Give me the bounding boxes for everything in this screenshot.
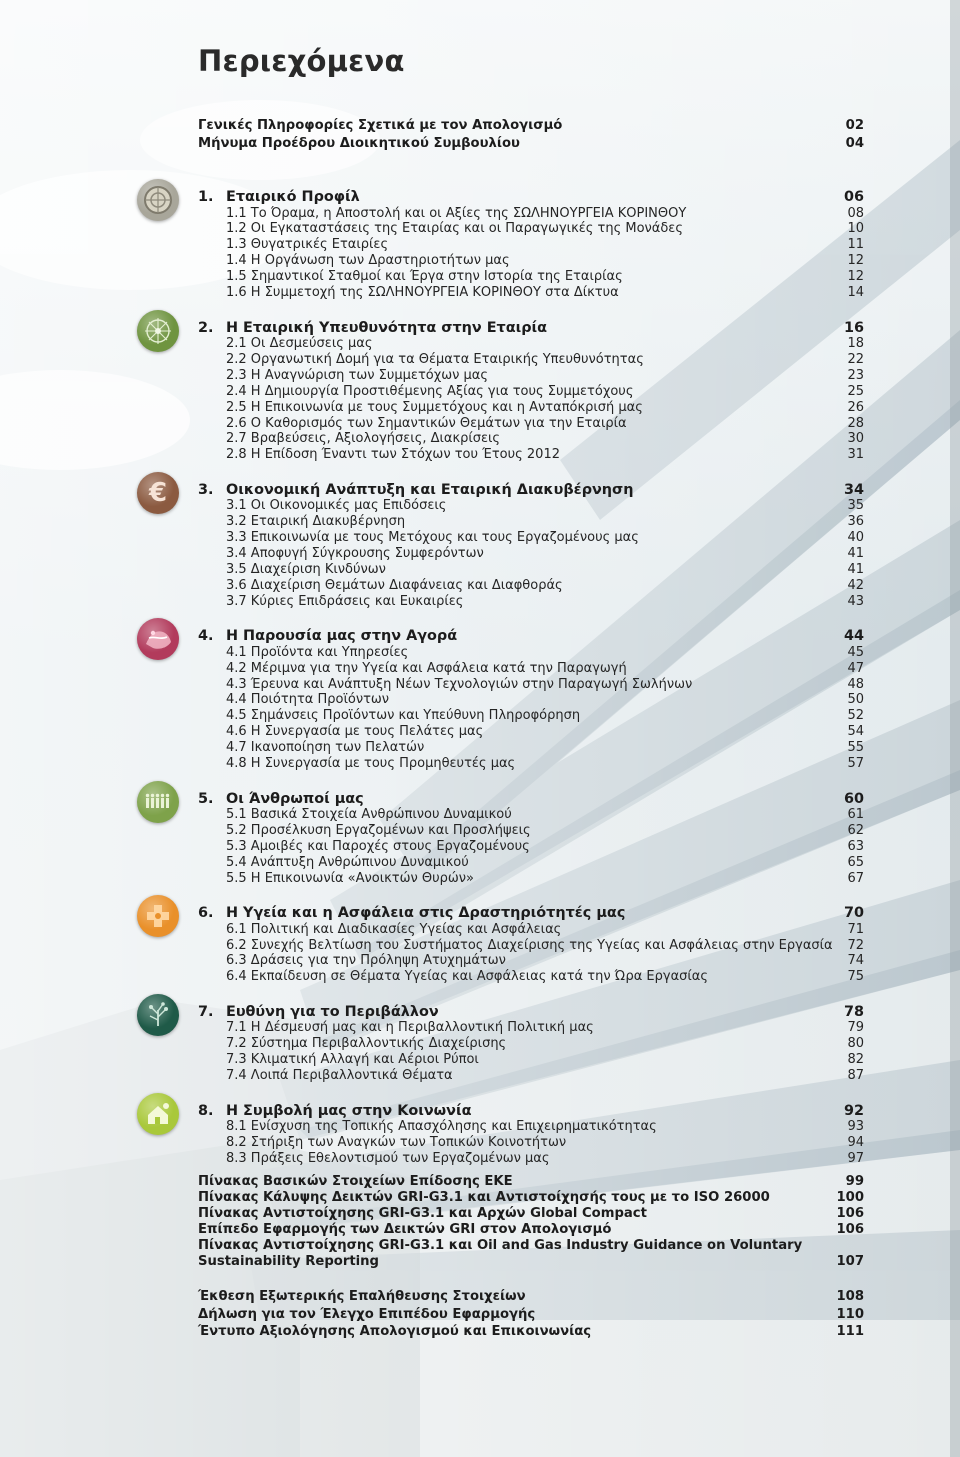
subsection-entry[interactable]: [226, 562, 864, 578]
page-number: 99: [845, 1174, 864, 1189]
entry-title: Γενικές Πληροφορίες Σχετικά με τον Απολογισμό: [198, 118, 563, 133]
page-number: 12: [847, 269, 864, 285]
page-number: 60: [843, 790, 864, 807]
page-number: 110: [836, 1306, 864, 1322]
page-number: 78: [843, 1003, 864, 1020]
page-number: 50: [847, 692, 864, 708]
subsection-entry[interactable]: [226, 938, 864, 954]
entry-title: 8.1 Ενίσχυση της Τοπικής Απασχόλησης και Επιχειρηματικότητας: [226, 1119, 657, 1134]
euro-icon: [137, 472, 179, 514]
page-number: 18: [847, 336, 864, 351]
entry-title: 8.2 Στήριξη των Αναγκών των Τοπικών Κοινοτήτων: [226, 1134, 567, 1150]
page-number: 100: [836, 1190, 864, 1206]
entry-title: 3.4 Αποφυγή Σύγκρουσης Συμφερόντων: [226, 546, 484, 561]
subsection-entry[interactable]: [226, 206, 864, 222]
entry-title: Πίνακας Κάλυψης Δεικτών GRI-G3.1 και Αντιστοίχησής τους με το ISO 26000: [198, 1190, 770, 1206]
icon-art: [137, 310, 179, 352]
entry-title: Οι Άνθρωποί μας: [226, 790, 364, 807]
section-heading-2[interactable]: [198, 319, 864, 337]
page-number: 45: [847, 644, 864, 660]
entry-title: 3.6 Διαχείριση Θεμάτων Διαφάνειας και Διαφθοράς: [226, 577, 563, 593]
page-number: 41: [847, 561, 864, 577]
entry-title: 1.4 Η Οργάνωση των Δραστηριοτήτων μας: [226, 253, 510, 269]
section-heading-1[interactable]: [198, 188, 864, 206]
page-number: 06: [843, 189, 864, 205]
subsection-entry[interactable]: [226, 578, 864, 594]
icon-art: [137, 994, 179, 1036]
subsection-entry[interactable]: [226, 221, 864, 237]
entry-title: 2.7 Βραβεύσεις, Αξιολογήσεις, Διακρίσεις: [226, 431, 501, 447]
closing-entry[interactable]: [198, 1307, 864, 1323]
appendix-entry[interactable]: [198, 1174, 864, 1190]
entry-title: Ευθύνη για το Περιβάλλον: [226, 1003, 439, 1020]
section-number: 2.: [198, 319, 214, 336]
appendix-entry[interactable]: [198, 1206, 864, 1222]
subsection-entry[interactable]: [226, 384, 864, 400]
page-number: 23: [847, 367, 864, 383]
subsection-entry[interactable]: [226, 352, 864, 368]
entry-title: Έκθεση Εξωτερικής Επαλήθευσης Στοιχείων: [198, 1289, 526, 1304]
entry-title: 1.2 Οι Εγκαταστάσεις της Εταιρίας και οι Παραγωγικές της Μονάδες: [226, 221, 683, 237]
section-number: 3.: [198, 481, 214, 498]
page-number: 61: [847, 807, 864, 822]
entry-title: Μήνυμα Προέδρου Διοικητικού Συμβουλίου: [198, 135, 520, 151]
subsection-entry[interactable]: [226, 661, 864, 677]
page-number: 63: [847, 838, 864, 854]
entry-title: 7.3 Κλιματική Αλλαγή και Αέριοι Ρύποι: [226, 1052, 479, 1068]
entry-title: 6.4 Εκπαίδευση σε Θέματα Υγείας και Ασφάλειας κατά την Ώρα Εργασίας: [226, 969, 708, 985]
subsection-entry[interactable]: [226, 1151, 864, 1167]
entry-title: 1.5 Σημαντικοί Σταθμοί και Έργα στην Ιστορία της Εταιρίας: [226, 269, 623, 285]
page-title: Περιεχόμενα: [198, 44, 405, 78]
entry-title: 3.7 Κύριες Επιδράσεις και Ευκαιρίες: [226, 593, 464, 609]
page-number: 44: [843, 628, 864, 645]
tree-icon: [137, 994, 179, 1036]
entry-title: 2.4 Η Δημιουργία Προστιθέμενης Αξίας για τους Συμμετόχους: [226, 383, 634, 399]
icon-art: [137, 179, 179, 221]
subsection-entry[interactable]: [226, 237, 864, 253]
section-heading-3[interactable]: [198, 481, 864, 499]
entry-title: Επίπεδο Εφαρμογής των Δεικτών GRI στον Απολογισμό: [198, 1222, 612, 1238]
page-number: 93: [847, 1119, 864, 1134]
page-number: 106: [836, 1222, 864, 1238]
page-number: 40: [847, 530, 864, 546]
subsection-entry[interactable]: [226, 594, 864, 610]
subsection-entry[interactable]: [226, 498, 864, 514]
page-number: 04: [845, 135, 864, 151]
subsection-entry[interactable]: [226, 1036, 864, 1052]
entry-title: 5.1 Βασικά Στοιχεία Ανθρώπινου Δυναμικού: [226, 807, 512, 822]
subsection-entry[interactable]: [226, 1020, 864, 1036]
page-number: 107: [836, 1254, 864, 1270]
subsection-entry[interactable]: [226, 724, 864, 740]
entry-title: Η Παρουσία μας στην Αγορά: [226, 628, 458, 645]
subsection-entry[interactable]: [226, 1068, 864, 1084]
icon-art: [137, 1093, 179, 1135]
page-number: 72: [847, 937, 864, 953]
page-number: 02: [845, 118, 864, 133]
page-number: 43: [847, 593, 864, 609]
page-number: 35: [847, 498, 864, 514]
handshake-icon: [137, 618, 179, 660]
icon-art: [137, 618, 179, 660]
subsection-entry[interactable]: [226, 839, 864, 855]
entry-title: 5.3 Αμοιβές και Παροχές στους Εργαζομένους: [226, 838, 530, 854]
subsection-entry[interactable]: [226, 969, 864, 985]
page-number: 106: [836, 1206, 864, 1222]
page-number: 75: [847, 969, 864, 985]
leaf-compass-icon: [137, 310, 179, 352]
subsection-entry[interactable]: [226, 855, 864, 871]
appendix-entry[interactable]: [198, 1190, 864, 1206]
entry-title: 6.2 Συνεχής Βελτίωση του Συστήματος Διαχείρισης της Υγείας και Ασφάλειας στην Εργασία: [226, 937, 833, 953]
people-icon: [137, 781, 179, 823]
page-number: 71: [847, 921, 864, 937]
section-number: 8.: [198, 1102, 214, 1119]
entry-title: Δήλωση για τον Έλεγχο Επιπέδου Εφαρμογής: [198, 1306, 536, 1322]
subsection-entry[interactable]: [226, 253, 864, 269]
subsection-entry[interactable]: [226, 871, 864, 887]
subsection-entry[interactable]: [226, 1135, 864, 1151]
entry-title: 3.1 Οι Οικονομικές μας Επιδόσεις: [226, 498, 447, 514]
page-number: 94: [847, 1134, 864, 1150]
health-cross-icon: [137, 895, 179, 937]
entry-title: 2.2 Οργανωτική Δομή για τα Θέματα Εταιρικής Υπευθυνότητας: [226, 351, 644, 367]
section-heading-5[interactable]: [198, 790, 864, 808]
page-number: 08: [847, 205, 864, 221]
page-number: 92: [843, 1102, 864, 1119]
page-number: 36: [847, 514, 864, 530]
subsection-entry[interactable]: [226, 677, 864, 693]
entry-title: 2.1 Οι Δεσμεύσεις μας: [226, 336, 373, 351]
section-heading-7[interactable]: [198, 1003, 864, 1021]
page-number: 55: [847, 740, 864, 756]
section-heading-6[interactable]: [198, 904, 864, 922]
entry-title: 6.1 Πολιτική και Διαδικασίες Υγείας και Ασφάλειας: [226, 921, 562, 937]
page-number: 47: [847, 660, 864, 676]
page-number: 28: [847, 415, 864, 431]
entry-title: 5.2 Προσέλκυση Εργαζομένων και Προσλήψεις: [226, 822, 531, 838]
subsection-entry[interactable]: [226, 431, 864, 447]
entry-title: Η Υγεία και η Ασφάλεια στις Δραστηριότητές μας: [226, 905, 626, 922]
section-number: 1.: [198, 189, 214, 205]
entry-title: Έντυπο Αξιολόγησης Απολογισμού και Επικοινωνίας: [198, 1324, 592, 1339]
page-number: 10: [847, 221, 864, 237]
subsection-entry[interactable]: [226, 645, 864, 661]
page-number: 30: [847, 431, 864, 447]
appendix-entry[interactable]: [198, 1238, 864, 1254]
page-number: 52: [847, 708, 864, 724]
entry-title: 1.6 Η Συμμετοχή της ΣΩΛΗΝΟΥΡΓΕΙΑ ΚΟΡΙΝΘΟΥ στα Δίκτυα: [226, 285, 619, 300]
section-heading-8[interactable]: [198, 1102, 864, 1120]
entry-title: 4.7 Ικανοποίηση των Πελατών: [226, 740, 425, 756]
subsection-entry[interactable]: [226, 530, 864, 546]
page-number: 11: [847, 237, 864, 253]
appendix-entry[interactable]: [198, 1254, 864, 1270]
page-number: 79: [847, 1020, 864, 1036]
entry-title: 4.5 Σημάνσεις Προϊόντων και Υπεύθυνη Πληροφόρηση: [226, 708, 581, 724]
subsection-entry[interactable]: [226, 756, 864, 772]
page-number: 87: [847, 1068, 864, 1083]
entry-title: 3.5 Διαχείριση Κινδύνων: [226, 561, 386, 577]
entry-title: 8.3 Πράξεις Εθελοντισμού των Εργαζομένων μας: [226, 1150, 550, 1166]
subsection-entry[interactable]: [226, 368, 864, 384]
page-number: 82: [847, 1052, 864, 1068]
subsection-entry[interactable]: [226, 807, 864, 823]
entry-title: 6.3 Δράσεις για την Πρόληψη Ατυχημάτων: [226, 953, 506, 969]
subsection-entry[interactable]: [226, 692, 864, 708]
intro-entry[interactable]: [198, 118, 864, 134]
subsection-entry[interactable]: [226, 953, 864, 969]
section-heading-4[interactable]: [198, 627, 864, 645]
icon-art: [137, 895, 179, 937]
entry-title: 4.3 Έρευνα και Ανάπτυξη Νέων Τεχνολογιών στην Παραγωγή Σωλήνων: [226, 676, 693, 692]
entry-title: 4.2 Μέριμνα για την Υγεία και Ασφάλεια κατά την Παραγωγή: [226, 660, 627, 676]
page-number: 25: [847, 383, 864, 399]
entry-title: Πίνακας Αντιστοίχησης GRI-G3.1 και Oil and Gas Industry Guidance on Voluntary: [198, 1238, 803, 1254]
page-number: 14: [847, 285, 864, 300]
page-number: 12: [847, 253, 864, 269]
entry-title: 7.1 Η Δέσμευσή μας και η Περιβαλλοντική Πολιτική μας: [226, 1020, 594, 1036]
entry-title: Πίνακας Αντιστοίχησης GRI-G3.1 και Αρχών Global Compact: [198, 1206, 647, 1222]
subsection-entry[interactable]: [226, 922, 864, 938]
entry-title: 4.4 Ποιότητα Προϊόντων: [226, 692, 390, 708]
subsection-entry[interactable]: [226, 285, 864, 301]
page-number: 62: [847, 822, 864, 838]
entry-title: 4.1 Προϊόντα και Υπηρεσίες: [226, 644, 409, 660]
section-number: 5.: [198, 790, 214, 807]
entry-title: Η Συμβολή μας στην Κοινωνία: [226, 1102, 472, 1119]
page-number: 42: [847, 577, 864, 593]
community-house-icon: [137, 1093, 179, 1135]
intro-entry[interactable]: [198, 136, 864, 152]
entry-title: Οικονομική Ανάπτυξη και Εταιρική Διακυβέρνηση: [226, 481, 634, 498]
globe-icon: [137, 179, 179, 221]
closing-entry[interactable]: [198, 1289, 864, 1305]
page-number: 31: [847, 447, 864, 463]
subsection-entry[interactable]: [226, 336, 864, 352]
page-number: 70: [843, 905, 864, 922]
subsection-entry[interactable]: [226, 400, 864, 416]
page-number: 97: [847, 1150, 864, 1166]
appendix-entry[interactable]: [198, 1222, 864, 1238]
page-number: 16: [843, 319, 864, 336]
entry-title: 4.6 Η Συνεργασία με τους Πελάτες μας: [226, 724, 484, 740]
entry-title: 7.2 Σύστημα Περιβαλλοντικής Διαχείρισης: [226, 1036, 507, 1052]
entry-title: 5.4 Ανάπτυξη Ανθρώπινου Δυναμικού: [226, 854, 469, 870]
subsection-entry[interactable]: [226, 447, 864, 463]
entry-title: 1.3 Θυγατρικές Εταιρίες: [226, 237, 389, 253]
subsection-entry[interactable]: [226, 416, 864, 432]
entry-title: 2.3 Η Αναγνώριση των Συμμετόχων μας: [226, 367, 488, 383]
subsection-entry[interactable]: [226, 269, 864, 285]
entry-title: 7.4 Λοιπά Περιβαλλοντικά Θέματα: [226, 1068, 453, 1083]
page-number: 108: [836, 1289, 864, 1304]
subsection-entry[interactable]: [226, 514, 864, 530]
entry-title: Εταιρικό Προφίλ: [226, 189, 360, 205]
page-number: 65: [847, 854, 864, 870]
entry-title: 4.8 Η Συνεργασία με τους Προμηθευτές μας: [226, 756, 516, 771]
entry-title: 2.8 Η Επίδοση Έναντι των Στόχων του Έτους 2012: [226, 447, 560, 463]
section-number: 4.: [198, 628, 214, 645]
icon-art: [137, 781, 179, 823]
entry-title: 2.5 Η Επικοινωνία με τους Συμμετόχους και η Ανταπόκρισή μας: [226, 399, 643, 415]
page-number: 67: [847, 870, 864, 886]
entry-title: Η Εταιρική Υπευθυνότητα στην Εταιρία: [226, 319, 548, 336]
entry-title: 2.6 Ο Καθορισμός των Σημαντικών Θεμάτων για την Εταιρία: [226, 415, 627, 431]
page-number: 22: [847, 351, 864, 367]
page-number: 41: [847, 546, 864, 561]
subsection-entry[interactable]: [226, 1052, 864, 1068]
subsection-entry[interactable]: [226, 740, 864, 756]
page-number: 74: [847, 953, 864, 969]
entry-title: Sustainability Reporting: [198, 1254, 379, 1270]
closing-entry[interactable]: [198, 1324, 864, 1340]
section-number: 6.: [198, 905, 214, 922]
entry-title: 5.5 Η Επικοινωνία «Ανοικτών Θυρών»: [226, 870, 475, 886]
page-number: 80: [847, 1036, 864, 1052]
entry-title: 1.1 Το Όραμα, η Αποστολή και οι Αξίες της ΣΩΛΗΝΟΥΡΓΕΙΑ ΚΟΡΙΝΘΟΥ: [226, 205, 687, 221]
page-number: 57: [847, 756, 864, 771]
page-number: 48: [847, 676, 864, 692]
page-number: 34: [843, 481, 864, 498]
entry-title: 3.3 Επικοινωνία με τους Μετόχους και τους Εργαζομένους μας: [226, 530, 639, 546]
entry-title: 3.2 Εταιρική Διακυβέρνηση: [226, 514, 406, 530]
section-number: 7.: [198, 1003, 214, 1020]
page-number: 26: [847, 399, 864, 415]
subsection-entry[interactable]: [226, 708, 864, 724]
page-number: 111: [836, 1324, 864, 1339]
euro-glyph: €: [148, 477, 168, 508]
subsection-entry[interactable]: [226, 823, 864, 839]
page-number: 54: [847, 724, 864, 740]
subsection-entry[interactable]: [226, 1119, 864, 1135]
entry-title: Πίνακας Βασικών Στοιχείων Επίδοσης ΕΚΕ: [198, 1174, 513, 1189]
subsection-entry[interactable]: [226, 546, 864, 562]
